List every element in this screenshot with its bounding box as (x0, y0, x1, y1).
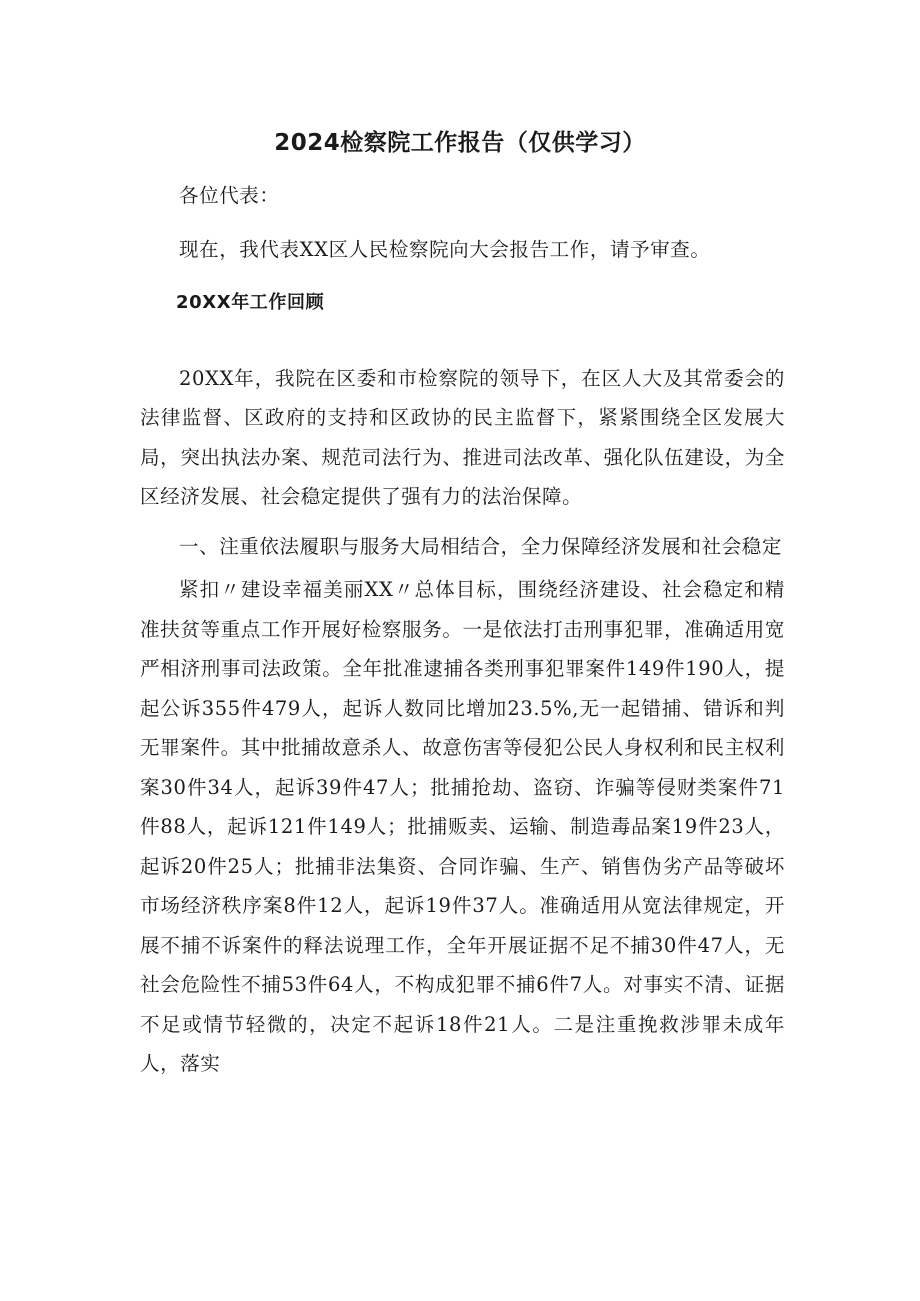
document-body (140, 176, 785, 1084)
paragraph-review: 20XX年，我院在区委和市检察院的领导下，在区人大及其常委会的法律监督、区政府的支持和区政协的民主监督下，紧紧围绕全区发展大局，突出执法办案、规范司法行为、推进司法改革、强化队伍建设，为全区经济发展、社会稳定提供了强有力的法治保障。 (140, 366, 785, 508)
intro-paragraph: 现在，我代表XX区人民检察院向大会报告工作，请予审查。 (179, 237, 711, 261)
section-heading: 20XX年工作回顾 (176, 292, 325, 313)
subheading-one: 一、注重依法履职与服务大局相结合，全力保障经济发展和社会稳定 (179, 534, 783, 558)
document-title: 2024检察院工作报告（仅供学习） (274, 130, 646, 156)
paragraph-details: 紧扣〃建设幸福美丽XX〃总体目标，围绕经济建设、社会稳定和精准扶贫等重点工作开展好检察服务。一是依法打击刑事犯罪，准确适用宽严相济刑事司法政策。全年批准逮捕各类刑事犯罪案件149件190人，提起公诉355件479人，起诉人数同比增加23.5%,无一起错捕、错诉和判无罪案件。其中批捕故意杀人、故意伤害等侵犯公民人身权利和民主权利案30件34人，起诉39件47人；批捕抢劫、盗窃、诈骗等侵财类案件71件88人，起诉121件149人；批捕贩卖、运输、制造毒品案19件23人，起诉20件25人；批捕非法集资、合同诈骗、生产、销售伪劣产品等破坏市场经济秩序案8件12人，起诉19件37人。准确适用从宽法律规定，开展不捕不诉案件的释法说理工作，全年开展证据不足不捕30件47人，无社会危险性不捕53件64人，不构成犯罪不捕6件7人。对事实不清、证据不足或情节轻微的，决定不起诉18件21人。二是注重挽救涉罪未成年人，落实 (140, 578, 785, 1075)
greeting: 各位代表： (179, 184, 280, 207)
